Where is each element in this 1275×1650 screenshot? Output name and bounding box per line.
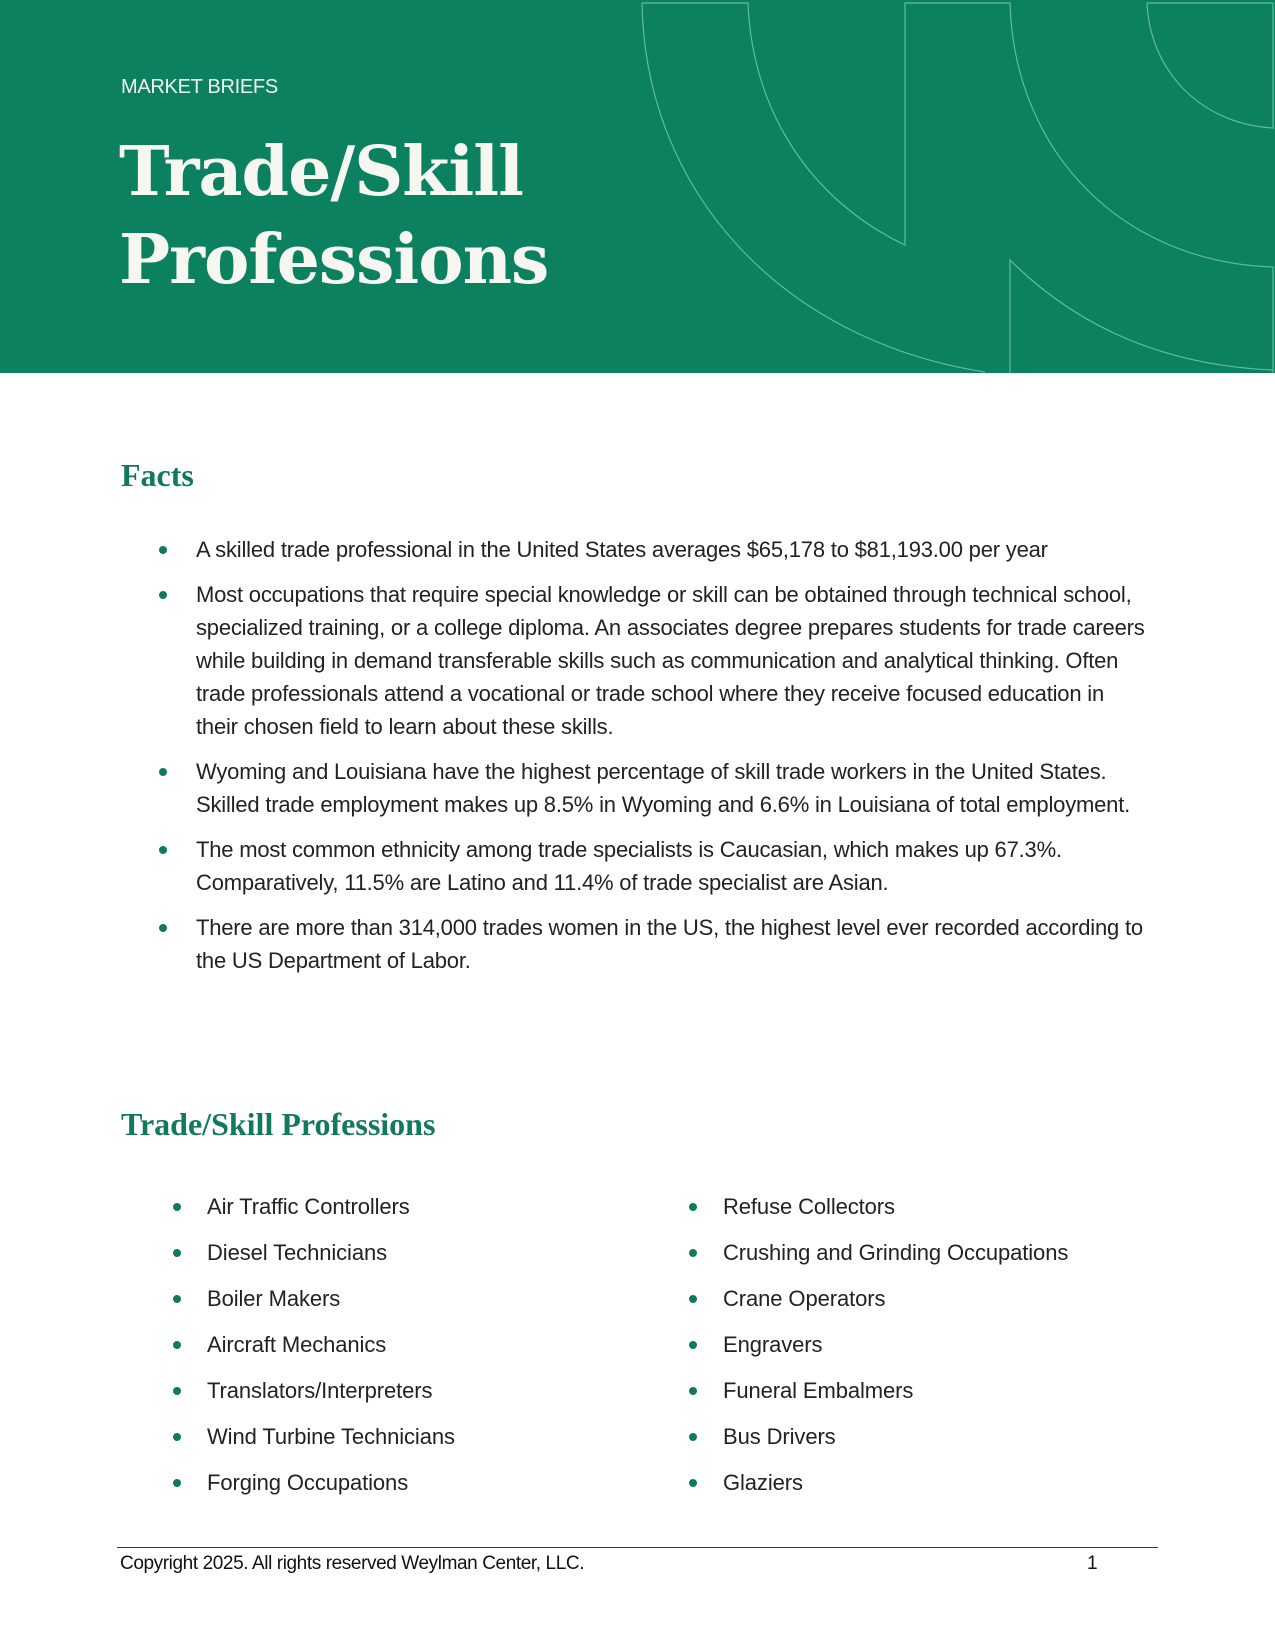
profession-item [207,1192,455,1238]
arc-shape-bottom [1010,260,1273,373]
profession-item [723,1330,1068,1376]
bullet-icon [689,1433,697,1441]
profession-text: Crane Operators [723,1286,886,1311]
professions-heading: Trade/Skill Professions [121,1106,436,1142]
bullet-icon [159,846,167,854]
profession-item [207,1468,455,1514]
fact-item [0,911,1146,977]
bullet-icon [689,1479,697,1487]
bullet-icon [173,1295,181,1303]
bullet-icon [689,1387,697,1395]
profession-text: Refuse Collectors [723,1194,895,1219]
profession-text: Wind Turbine Technicians [207,1424,455,1449]
footer-divider [117,1547,1158,1548]
profession-text: Diesel Technicians [207,1240,388,1265]
profession-item [723,1238,1068,1284]
bullet-icon [689,1203,697,1211]
profession-text: Glaziers [723,1470,803,1495]
profession-text: Translators/Interpreters [207,1378,433,1403]
profession-item [723,1192,1068,1238]
profession-item [207,1238,455,1284]
fact-item [0,755,1146,821]
page-number: 1 [1087,1553,1098,1574]
bullet-icon [159,924,167,932]
fact-text: Wyoming and Louisiana have the highest percentage of skill trade workers in the United States. Skilled trade employment makes up 8.5% in Wyoming and 6.6% in Louisiana of total employment. [196,759,1131,817]
bullet-icon [173,1249,181,1257]
profession-item [207,1376,455,1422]
title-line-1: Trade/Skill [119,132,523,212]
profession-text: Aircraft Mechanics [207,1332,387,1357]
professions-list-left [207,1192,455,1514]
fact-text: The most common ethnicity among trade specialists is Caucasian, which makes up 67.3%. Comparatively, 11.5% are Latino and 11.4% of trade specialist are Asian. [196,837,1062,895]
fact-item [0,578,1146,743]
fact-text: Most occupations that require special knowledge or skill can be obtained through technical school, specialized training, or a college diploma. An associates degree prepares students for trade careers while building in demand transferable skills such as communication and analytical thinking. Often trade professionals attend a vocational or trade school where they receive focused education in their chosen field to learn about these skills. [196,582,1145,739]
bullet-icon [173,1387,181,1395]
bullet-icon [173,1479,181,1487]
facts-heading: Facts [121,457,194,493]
title-line-2: Professions [119,220,549,300]
fact-text: There are more than 314,000 trades women in the US, the highest level ever recorded according to the US Department of Labor. [196,915,1143,973]
footer-copyright: Copyright 2025. All rights reserved Weylman Center, LLC. [120,1553,585,1574]
profession-text: Funeral Embalmers [723,1378,914,1403]
profession-text: Forging Occupations [207,1470,409,1495]
fact-item [0,533,1146,566]
bullet-icon [159,546,167,554]
profession-item [723,1468,1068,1514]
bullet-icon [159,768,167,776]
profession-text: Bus Drivers [723,1424,836,1449]
profession-item [207,1422,455,1468]
profession-text: Engravers [723,1332,823,1357]
fact-item [0,833,1146,899]
arc-shape-left [642,3,1273,373]
profession-text: Boiler Makers [207,1286,341,1311]
bullet-icon [689,1295,697,1303]
professions-list-right [723,1192,1068,1514]
profession-item [207,1330,455,1376]
profession-text: Crushing and Grinding Occupations [723,1240,1069,1265]
bullet-icon [173,1433,181,1441]
fact-text: A skilled trade professional in the United States averages $65,178 to $81,193.00 per year [196,537,1048,562]
eyebrow-label: MARKET BRIEFS [121,76,278,98]
profession-item [723,1422,1068,1468]
arc-outer-curve [642,3,985,372]
bullet-icon [689,1249,697,1257]
profession-item [207,1284,455,1330]
page-title [119,128,548,304]
header-banner [0,0,1275,373]
bullet-icon [173,1203,181,1211]
facts-list [0,533,1275,989]
profession-item [723,1284,1068,1330]
arc-shape-top-right [1147,3,1273,128]
profession-text: Air Traffic Controllers [207,1194,410,1219]
bullet-icon [159,591,167,599]
bullet-icon [689,1341,697,1349]
profession-item [723,1376,1068,1422]
bullet-icon [173,1341,181,1349]
